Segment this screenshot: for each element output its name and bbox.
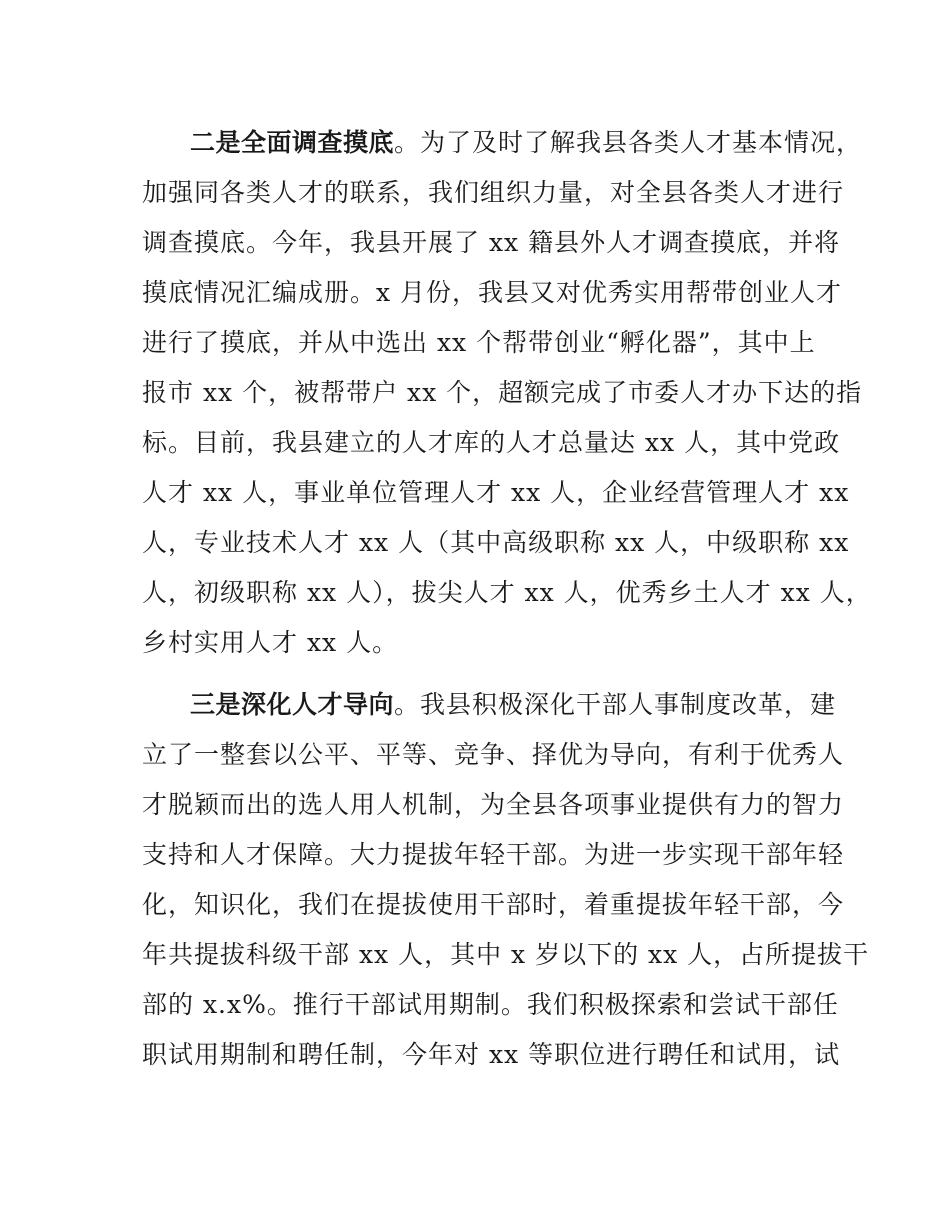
- paragraph-text: 。为了及时了解我县各类人才基本情况，: [394, 128, 863, 157]
- paragraph-line: 支持和人才保障。大力提拔年轻干部。为进一步实现干部年轻: [142, 840, 845, 869]
- paragraph-line: 加强同各类人才的联系，我们组织力量，对全县各类人才进行: [142, 178, 845, 207]
- paragraph-line: 立了一整套以公平、平等、竞争、择优为导向，有利于优秀人: [142, 740, 845, 769]
- paragraph-line: 化，知识化，我们在提拔使用干部时，着重提拔年轻干部，今: [142, 890, 845, 919]
- paragraph-heading: 二是全面调查摸底: [190, 128, 395, 157]
- paragraph-line: 人才 xx 人，事业单位管理人才 xx 人，企业经营管理人才 xx: [142, 478, 850, 507]
- paragraph-line: 乡村实用人才 xx 人。: [142, 628, 399, 657]
- paragraph-heading: 三是深化人才导向: [190, 690, 395, 719]
- paragraph-line: 标。目前，我县建立的人才库的人才总量达 xx 人，其中党政: [142, 428, 841, 457]
- paragraph-line: 才脱颖而出的选人用人机制，为全县各项事业提供有力的智力: [142, 790, 845, 819]
- paragraph-line: 报市 xx 个，被帮带户 xx 个，超额完成了市委人才办下达的指: [142, 378, 863, 407]
- paragraph-line: [190, 680, 836, 730]
- paragraph-line: 人，专业技术人才 xx 人（其中高级职称 xx 人，中级职称 xx: [142, 528, 850, 557]
- paragraph-line: 部的 x.x%。推行干部试用期制。我们积极探索和尝试干部任: [142, 990, 839, 1019]
- paragraph-line: 人，初级职称 xx 人），拔尖人才 xx 人，优秀乡土人才 xx 人，: [142, 578, 872, 607]
- paragraph-line: 进行了摸底，并从中选出 xx 个帮带创业“孵化器”，其中上: [142, 328, 816, 357]
- paragraph-line: 调查摸底。今年，我县开展了 xx 籍县外人才调查摸底，并将: [142, 228, 841, 257]
- paragraph-text: 。我县积极深化干部人事制度改革，建: [394, 690, 837, 719]
- paragraph-line: 职试用期制和聘任制，今年对 xx 等职位进行聘任和试用，试: [142, 1040, 841, 1069]
- paragraph-line: 年共提拔科级干部 xx 人，其中 x 岁以下的 xx 人，占所提拔干: [142, 940, 870, 969]
- paragraph-line: [190, 118, 862, 168]
- paragraph-line: 摸底情况汇编成册。x 月份，我县又对优秀实用帮带创业人才: [142, 278, 843, 307]
